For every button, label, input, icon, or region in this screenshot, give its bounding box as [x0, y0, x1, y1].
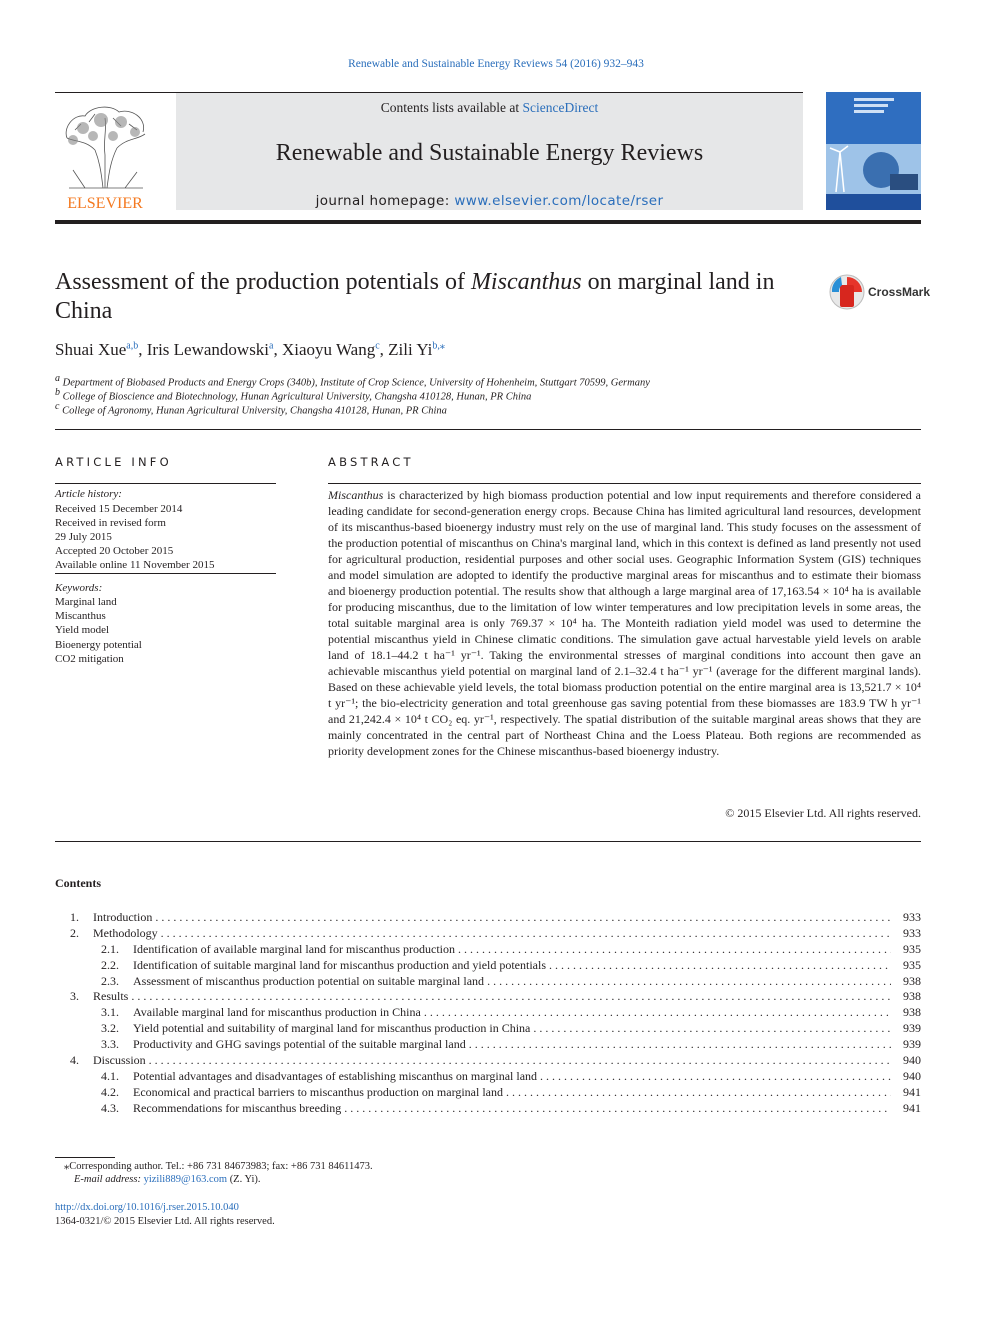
sciencedirect-link[interactable]: ScienceDirect	[522, 100, 599, 115]
toc-number: 1.	[70, 910, 79, 924]
journal-homepage-link[interactable]: www.elsevier.com/locate/rser	[454, 193, 664, 209]
toc-page-number: 938	[903, 989, 921, 1004]
toc-number: 2.2.	[101, 957, 119, 972]
toc-page-number: 938	[903, 973, 921, 988]
toc-entry[interactable]	[55, 989, 921, 1005]
author[interactable]: Shuai Xue$^{a,b}$	[55, 340, 139, 359]
elsevier-logo[interactable]	[55, 100, 155, 212]
journal-citation[interactable]: Renewable and Sustainable Energy Reviews 54 (2016) 932–943	[348, 58, 644, 70]
toc-page-number: 939	[903, 1037, 921, 1052]
toc-entry[interactable]	[55, 1005, 921, 1021]
toc-page-number: 940	[903, 1053, 921, 1068]
section-rule	[55, 841, 921, 842]
toc-entry[interactable]	[55, 910, 921, 926]
keyword: Yield model	[55, 624, 110, 636]
article-title: Assessment of the production potentials of Miscanthus on marginal land in China	[55, 269, 775, 324]
keywords-label: Keywords:	[55, 582, 103, 594]
toc-number: 2.	[70, 925, 79, 940]
toc-entry[interactable]	[55, 1021, 921, 1037]
toc-page-number: 938	[903, 1005, 921, 1020]
abstract-copyright: © 2015 Elsevier Ltd. All rights reserved.	[725, 806, 921, 820]
toc-page-number: 935	[903, 957, 921, 972]
toc-title[interactable]: Productivity and GHG savings potential of the suitable marginal land . . .	[133, 1037, 891, 1053]
toc-title[interactable]: Identification of suitable marginal land for miscanthus production and yield potentials . . .	[133, 958, 891, 974]
toc-number: 2.1.	[101, 941, 119, 956]
toc-entry[interactable]	[55, 1101, 921, 1117]
header-thick-rule	[55, 220, 921, 224]
affiliation: $^c$ College of Agronomy, Hunan Agricultural University, Changsha 410128, Hunan, PR China	[55, 401, 447, 417]
toc-title[interactable]: Recommendations for miscanthus breeding . . .	[133, 1101, 891, 1117]
toc-entry[interactable]	[55, 1053, 921, 1069]
toc-page-number: 941	[903, 1084, 921, 1099]
article-info-rule	[55, 483, 276, 484]
keyword: CO2 mitigation	[55, 653, 124, 665]
toc-entry[interactable]	[55, 926, 921, 942]
table-of-contents	[55, 910, 921, 1117]
history-item: Received 15 December 2014	[55, 503, 183, 515]
history-item: Accepted 20 October 2015	[55, 545, 174, 557]
keyword: Miscanthus	[55, 610, 106, 622]
journal-cover-image[interactable]	[826, 92, 921, 210]
crossmark-icon	[828, 273, 866, 311]
author-list: Shuai Xue$^{a,b}$, Iris Lewandowski$^a$, Xiaoyu Wang$^c$, Zili $Yi^{b,⁎}$	[55, 340, 445, 359]
toc-number: 3.2.	[101, 1021, 119, 1036]
toc-number: 3.3.	[101, 1037, 119, 1052]
crossmark-badge[interactable]	[828, 273, 931, 311]
toc-title[interactable]: Economical and practical barriers to miscanthus production on marginal land . . .	[133, 1085, 891, 1101]
toc-page-number: 933	[903, 910, 921, 924]
toc-title[interactable]: Methodology . . .	[93, 926, 891, 942]
doi-link[interactable]: http://dx.doi.org/10.1016/j.rser.2015.10.040	[55, 1202, 239, 1213]
contents-heading: Contents	[55, 876, 102, 890]
toc-entry[interactable]	[55, 1085, 921, 1101]
email-note: E-mail address: yizili889@163.com (Z. Yi).	[74, 1174, 261, 1185]
toc-title[interactable]: Assessment of miscanthus production potential on suitable marginal land . . .	[133, 974, 891, 990]
author[interactable]: Xiaoyu Wang$^c$	[281, 340, 380, 359]
toc-title[interactable]: Yield potential and suitability of marginal land for miscanthus production in China . . .	[133, 1021, 891, 1037]
toc-number: 3.	[70, 989, 79, 1004]
toc-page-number: 940	[903, 1068, 921, 1083]
toc-entry[interactable]	[55, 958, 921, 974]
toc-title[interactable]: Discussion . . .	[93, 1053, 891, 1069]
history-rule	[55, 573, 276, 574]
history-item: Received in revised form	[55, 517, 166, 529]
toc-entry[interactable]	[55, 942, 921, 958]
toc-number: 4.1.	[101, 1068, 119, 1083]
abstract-heading: ABSTRACT	[328, 455, 414, 469]
elsevier-wordmark: ELSEVIER	[67, 195, 143, 212]
toc-title[interactable]: Identification of available marginal land for miscanthus production . . .	[133, 942, 891, 958]
corresponding-author-note: ⁎Corresponding author. Tel.: +86 731 84673983; fax: +86 731 84611473.	[64, 1161, 373, 1172]
crossmark-label: CrossMark	[868, 285, 931, 299]
journal-homepage-line: journal homepage: www.elsevier.com/locate/rser	[315, 193, 664, 209]
toc-page-number: 935	[903, 941, 921, 956]
toc-title[interactable]: Results . . .	[93, 989, 891, 1005]
toc-title[interactable]: Available marginal land for miscanthus production in China . . .	[133, 1005, 891, 1021]
keyword: Marginal land	[55, 596, 117, 608]
toc-entry[interactable]	[55, 1037, 921, 1053]
contents-available-line: Contents lists available at ScienceDirect	[380, 100, 599, 115]
section-rule	[55, 429, 921, 430]
elsevier-tree-icon	[55, 100, 155, 212]
toc-number: 3.1.	[101, 1005, 119, 1020]
article-info-heading: ARTICLE INFO	[55, 455, 172, 469]
journal-cover-icon	[826, 92, 921, 210]
abstract-body: Miscanthus is characterized by high biomass production potential and low input requirements and therefore considered a leading candidate for second-generation energy crops. Because China has limited agricultural land resources, development of its miscanthus-based bioenergy industry must rely on the use of marginal land. This study focuses on the assessment of the production potential of miscanthus on China's marginal land, which in this context is defined as land presently not used for agricultural production, residential purposes and other social uses. Geographic Information System (GIS) techniques and model simulation are adopted to identify the productive marginal areas for miscanthus and to estimate their biomass and bioenergy production potential. The results show that although a large marginal area of 17,163.54 × 10⁴ ha is available for producing miscanthus, due to the limitation of low winter temperatures and low precipitation levels in some areas, the total suitable marginal area is only 769.37 × 10⁴ ha. The Monteith radiation yield model was used to determine the potential miscanthus yield in Chinese climatic conditions. The simulation gave actual harvestable yield levels on arable land of 18.1–44.2 t ha⁻¹ yr⁻¹. Taking the environmental stresses of marginal conditions into account then gave an achievable miscanthus yield potential on marginal land of 2.1–32.4 t ha⁻¹ yr⁻¹ (average for the different marginal lands). Based on these achievable yield levels, the total biomass production potential on the entire marginal area is 13,521.7 × 10⁴ t yr⁻¹; the bio-electricity generation and total greenhouse gas saving potential from these biomasses are 183.9 TW h yr⁻¹ and 21,242.4 × 10⁴ t CO₂ eq. yr⁻¹, respectively. The spatial distribution of the suitable marginal areas shows that they are mainly concentrated in the central part of Northeast China and the Loess Plateau. Both regions are recommended as priority development zones for the Chinese miscanthus-based bioenergy industry.	[328, 488, 921, 758]
toc-number: 4.3.	[101, 1100, 119, 1115]
keyword: Bioenergy potential	[55, 639, 142, 651]
history-item: 29 July 2015	[55, 531, 112, 543]
toc-entry[interactable]	[55, 974, 921, 990]
history-item: Available online 11 November 2015	[55, 559, 215, 571]
toc-number: 2.3.	[101, 973, 119, 988]
footnote-rule	[55, 1157, 115, 1158]
author[interactable]: Zili $Yi^{b,⁎}$	[388, 340, 445, 359]
journal-title: Renewable and Sustainable Energy Reviews	[275, 140, 704, 166]
issn-line: 1364-0321/© 2015 Elsevier Ltd. All rights reserved.	[55, 1216, 275, 1227]
toc-page-number: 939	[903, 1021, 921, 1036]
toc-page-number: 933	[903, 925, 921, 940]
abstract-rule	[328, 483, 921, 484]
author[interactable]: Iris Lewandowski$^a$	[146, 340, 274, 359]
toc-entry[interactable]	[55, 1069, 921, 1085]
toc-number: 4.	[70, 1053, 79, 1068]
history-label: Article history:	[55, 488, 122, 500]
affiliation: $^b$ College of Bioscience and Biotechnology, Hunan Agricultural University, Changsha 410128, Hunan, PR China	[55, 387, 532, 403]
affiliation: $^a$ Department of Biobased Products and Energy Crops (340b), Institute of Crop Science, University of Hohenheim, Stuttgart 70599, Germany	[55, 373, 650, 389]
email-link[interactable]: yizili889@163.com	[143, 1174, 228, 1185]
toc-page-number: 941	[903, 1100, 921, 1115]
toc-title[interactable]: Introduction . . .	[93, 910, 891, 926]
toc-title[interactable]: Potential advantages and disadvantages of establishing miscanthus on marginal land . . .	[133, 1069, 891, 1085]
toc-number: 4.2.	[101, 1084, 119, 1099]
